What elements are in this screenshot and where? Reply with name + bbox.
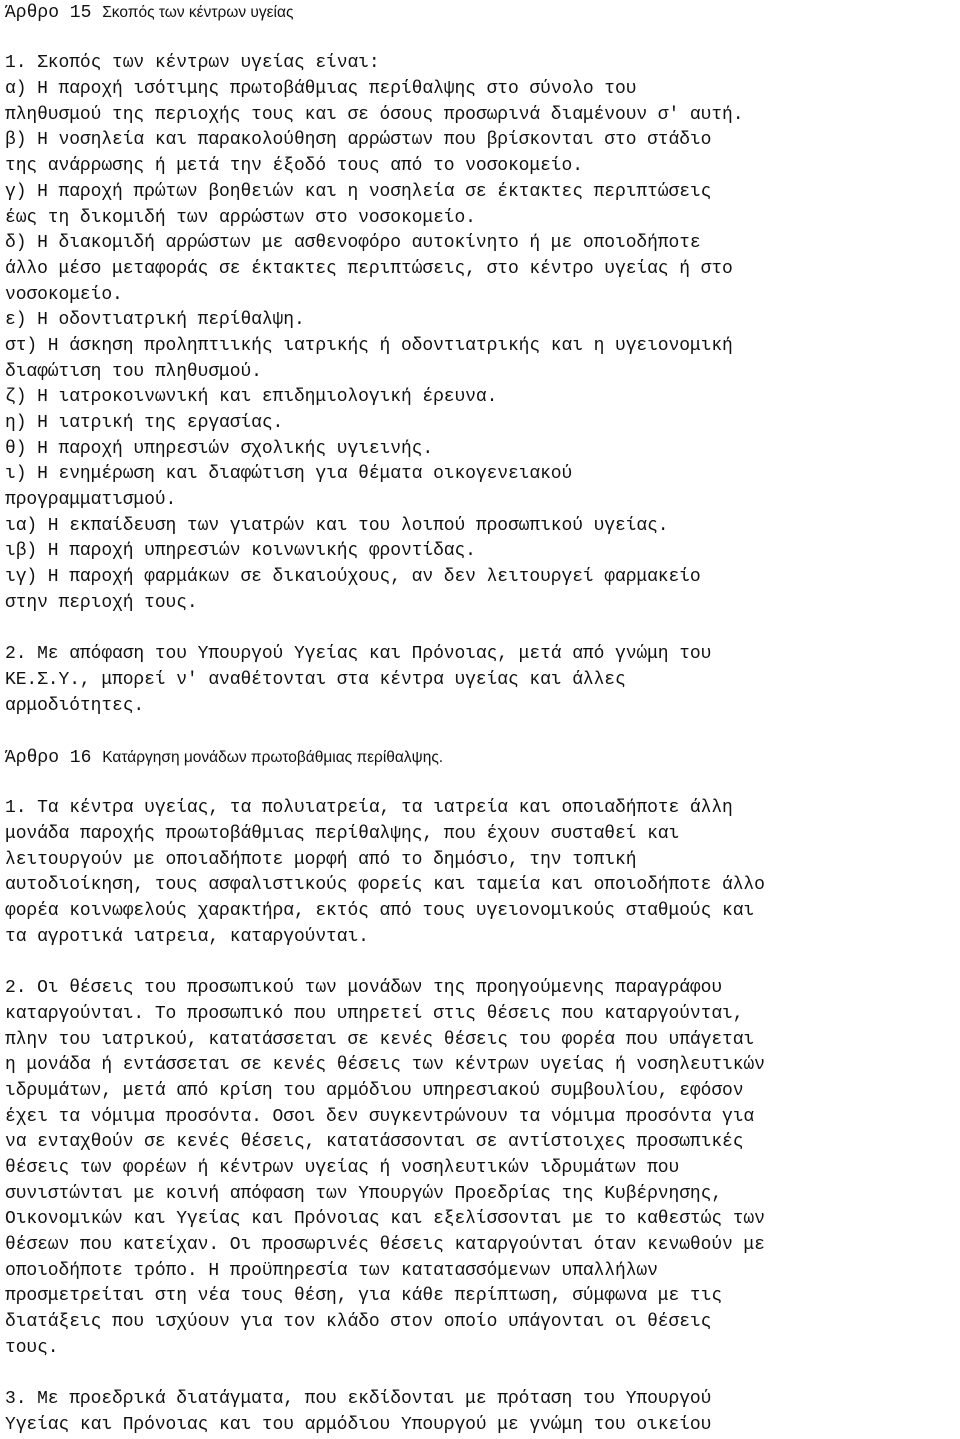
text-line: η μονάδα ή εντάσσεται σε κενές θέσεις των κέντρων υγείας ή νοσηλευτικών <box>5 1055 765 1076</box>
blank-line <box>5 771 957 797</box>
blank-line <box>5 719 957 745</box>
text-line: ιδρυμάτων, μετά από κρίση του αρμόδιου υπηρεσιακού συμβουλίου, εφόσον <box>5 1080 744 1101</box>
text-line: μονάδα παροχής προωτοβάθμιας περίθαλψης, που έχουν συσταθεί και <box>5 824 680 844</box>
text-line: τα αγροτικά ιατρεια, καταργούνται. <box>5 926 369 947</box>
article-15-paragraph-2 <box>5 642 957 719</box>
text-line: διατάξεις που ισχύουν για τον κλάδο στον οποίο υπάγονται οι θέσεις <box>5 1312 712 1333</box>
text-line: έχει τα νόμιμα προσόντα. Οσοι δεν συγκεντρώνουν τα νόμιμα προσόντα για <box>5 1106 755 1127</box>
text-line: οποιοδήποτε τρόπο. Η προϋπηρεσία των κατατασσόμενων υπαλλήλων <box>5 1260 658 1281</box>
article-16-title: Κατάργηση μονάδων πρωτοβάθμιας περίθαλψης. <box>102 748 444 766</box>
text-line: θέσεων που κατείχαν. Οι προσωρινές θέσεις καταργούνται όταν κενωθούν με <box>5 1235 765 1255</box>
article-16-paragraph-1 <box>5 796 957 950</box>
text-line: νοσοκομείο. <box>5 284 123 305</box>
article-15-title: Σκοπός των κέντρων υγείας <box>102 4 294 21</box>
blank-line <box>5 26 957 52</box>
text-line: φορέα κοινωφελούς χαρακτήρα, εκτός από τους υγειονομικούς σταθμούς και <box>5 901 755 922</box>
text-line: άλλο μέσο μεταφοράς σε έκτακτες περιπτώσεις, στο κέντρο υγείας ή στο <box>5 258 733 279</box>
text-line: δ) Η διακομιδή αρρώστων με ασθενοφόρο αυτοκίνητο ή με οποιοδήποτε <box>5 233 701 254</box>
text-line: να ενταχθούν σε κενές θέσεις, κατατάσσονται σε αντίστοιχες προσωπικές <box>5 1132 744 1153</box>
text-line: 2. Οι θέσεις του προσωπικού των μονάδων της προηγούμενης παραγράφου <box>5 978 723 999</box>
text-line: αρμοδιότητες. <box>5 695 145 716</box>
text-line: ΚΕ.Σ.Υ., μπορεί ν' αναθέτονται στα κέντρα υγείας και άλλες <box>5 669 626 690</box>
text-line: γ) Η παροχή πρώτων βοηθειών και η νοσηλεία σε έκτακτες περιπτώσεις <box>5 181 712 202</box>
text-line: καταργούνται. Το προσωπικό που υπηρετεί στις θέσεις που καταργούνται, <box>5 1003 744 1024</box>
text-line: συνιστώνται με κοινή απόφαση των Υπουργών Προεδρίας της Κυβέρνησης, <box>5 1183 723 1204</box>
text-line: πληθυσμού της περιοχής τους και σε όσους προσωρινά διαμένουν σ' αυτή. <box>5 104 744 125</box>
blank-line <box>5 1361 957 1387</box>
text-line: λειτουργούν με οποιαδήποτε μορφή από το δημόσιο, την τοπική <box>5 849 637 870</box>
text-line: 3. Με προεδρικά διατάγματα, που εκδίδονται με πρόταση του Υπουργού <box>5 1389 712 1410</box>
text-line: στην περιοχή τους. <box>5 592 198 613</box>
text-line: 2. Με απόφαση του Υπουργού Υγείας και Πρόνοιας, μετά από γνώμη του <box>5 644 712 665</box>
text-line: ζ) Η ιατροκοινωνική και επιδημιολογική έρευνα. <box>5 387 498 408</box>
text-line: πλην του ιατρικού, κατατάσσεται σε κενές θέσεις του φορέα που υπάγεται <box>5 1029 755 1050</box>
article-15-heading <box>5 0 957 26</box>
article-16-paragraph-2 <box>5 976 957 1361</box>
blank-line <box>5 950 957 976</box>
blank-line <box>5 617 957 643</box>
article-16-label: Άρθρο 16 <box>5 747 103 768</box>
text-line: της ανάρρωσης ή μετά την έξοδό τους από το νοσοκομείο. <box>5 156 583 177</box>
text-line: 1. Σκοπός των κέντρων υγείας είναι: <box>5 53 380 74</box>
text-line: θ) Η παροχή υπηρεσιών σχολικής υγιεινής. <box>5 438 434 459</box>
text-line: προσμετρείται στη νέα τους θέση, για κάθε περίπτωση, σύμφωνα με τις <box>5 1286 723 1307</box>
text-line: ια) Η εκπαίδευση των γιατρών και του λοιπού προσωπικού υγείας. <box>5 515 669 536</box>
text-line: στ) Η άσκηση προληπτιικής ιατρικής ή οδοντιατρικής και η υγειονομική <box>5 335 733 356</box>
text-line: αυτοδιοίκηση, τους ασφαλιστικούς φορείς και ταμεία και οποιοδήποτε άλλο <box>5 875 765 896</box>
text-line: β) Η νοσηλεία και παρακολούθηση αρρώστων που βρίσκονται στο στάδιο <box>5 130 712 151</box>
article-15-label: Άρθρο 15 <box>5 3 103 23</box>
text-line: α) Η παροχή ισότιμης πρωτοβάθμιας περίθαλψης στο σύνολο του <box>5 79 637 100</box>
text-line: ι) Η ενημέρωση και διαφώτιση για θέματα οικογενειακού <box>5 464 573 485</box>
document-page <box>5 0 957 1439</box>
text-line: Οικονομικών και Υγείας και Πρόνοιας και εξελίσσονται με το καθεστώς των <box>5 1209 765 1230</box>
text-line: ιγ) Η παροχή φαρμάκων σε δικαιούχους, αν δεν λειτουργεί φαρμακείο <box>5 567 701 588</box>
text-line: η) Η ιατρική της εργασίας. <box>5 413 284 433</box>
article-16-paragraph-3 <box>5 1387 957 1438</box>
text-line: ε) Η οδοντιατρική περίθαλψη. <box>5 310 305 331</box>
text-line: θέσεις των φορέων ή κέντρων υγείας ή νοσηλευτικών ιδρυμάτων που <box>5 1157 680 1178</box>
text-line: ιβ) Η παροχή υπηρεσιών κοινωνικής φροντίδας. <box>5 541 476 562</box>
text-line: έως τη δικομιδή των αρρώστων στο νοσοκομείο. <box>5 207 476 228</box>
text-line: 1. Τα κέντρα υγείας, τα πολυιατρεία, τα ιατρεία και οποιαδήποτε άλλη <box>5 798 733 819</box>
text-line: διαφώτιση του πληθυσμού. <box>5 361 262 382</box>
text-line: τους. <box>5 1337 59 1358</box>
article-16-heading <box>5 745 957 771</box>
text-line: Υγείας και Πρόνοιας και του αρμόδιου Υπουργού με γνώμη του οικείου <box>5 1414 712 1435</box>
article-15-paragraph-1 <box>5 51 957 616</box>
text-line: προγραμματισμού. <box>5 490 177 511</box>
